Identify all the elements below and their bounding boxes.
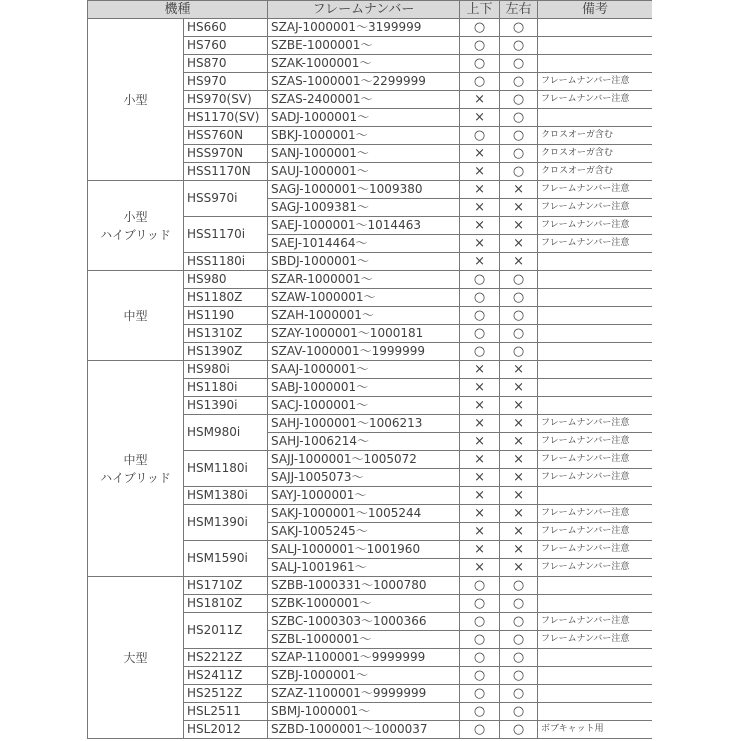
up-down-cell: × xyxy=(460,109,500,127)
up-down-cell: × xyxy=(460,217,500,235)
frame-number-cell: SZBK-1000001～ xyxy=(268,595,460,613)
left-right-cell: × xyxy=(500,217,538,235)
model-cell: HS1390i xyxy=(184,397,268,415)
frame-number-cell: SABJ-1000001～ xyxy=(268,379,460,397)
up-down-cell: ○ xyxy=(460,271,500,289)
left-right-cell: ○ xyxy=(500,73,538,91)
model-cell: HSM1590i xyxy=(184,541,268,577)
note-cell xyxy=(538,379,652,397)
frame-number-cell: SZBJ-1000001～ xyxy=(268,667,460,685)
up-down-cell: × xyxy=(460,505,500,523)
table-row xyxy=(88,19,653,37)
left-right-cell: ○ xyxy=(500,163,538,181)
note-cell: フレームナンバー注意 xyxy=(538,631,652,649)
frame-number-cell: SZAS-2400001～ xyxy=(268,91,460,109)
left-right-cell: ○ xyxy=(500,307,538,325)
table-row xyxy=(88,271,653,289)
group-label xyxy=(88,181,184,271)
model-cell: HS2011Z xyxy=(184,613,268,649)
group-label-line: 小型 xyxy=(123,92,148,107)
header-notes: 備考 xyxy=(538,1,652,19)
note-cell xyxy=(538,397,652,415)
model-cell: HS1190 xyxy=(184,307,268,325)
up-down-cell: × xyxy=(460,541,500,559)
model-cell: HS660 xyxy=(184,19,268,37)
note-cell xyxy=(538,685,652,703)
group-label-line: ハイブリッド xyxy=(100,227,171,242)
note-cell xyxy=(538,37,652,55)
frame-number-cell: SAAJ-1000001～ xyxy=(268,361,460,379)
left-right-cell: ○ xyxy=(500,19,538,37)
left-right-cell: × xyxy=(500,361,538,379)
left-right-cell: ○ xyxy=(500,649,538,667)
note-cell: ボブキャット用 xyxy=(538,721,652,739)
note-cell xyxy=(538,595,652,613)
note-cell xyxy=(538,703,652,721)
note-cell xyxy=(538,343,652,361)
note-cell: クロスオーガ含む xyxy=(538,163,652,181)
model-cell: HS1310Z xyxy=(184,325,268,343)
left-right-cell: × xyxy=(500,523,538,541)
left-right-cell: ○ xyxy=(500,289,538,307)
frame-number-cell: SALJ-1000001～1001960 xyxy=(268,541,460,559)
left-right-cell: ○ xyxy=(500,703,538,721)
up-down-cell: × xyxy=(460,199,500,217)
model-cell: HSM1380i xyxy=(184,487,268,505)
left-right-cell: ○ xyxy=(500,91,538,109)
up-down-cell: × xyxy=(460,469,500,487)
note-cell xyxy=(538,253,652,271)
left-right-cell: ○ xyxy=(500,325,538,343)
header-row xyxy=(88,1,653,19)
model-cell: HS1810Z xyxy=(184,595,268,613)
header-model: 機種 xyxy=(88,1,268,19)
compatibility-table xyxy=(87,0,652,739)
left-right-cell: ○ xyxy=(500,145,538,163)
frame-number-cell: SZAR-1000001～ xyxy=(268,271,460,289)
note-cell xyxy=(538,289,652,307)
up-down-cell: × xyxy=(460,397,500,415)
note-cell: フレームナンバー注意 xyxy=(538,235,652,253)
up-down-cell: × xyxy=(460,361,500,379)
group-label-line: ハイブリッド xyxy=(100,470,171,485)
note-cell xyxy=(538,307,652,325)
up-down-cell: ○ xyxy=(460,73,500,91)
frame-number-cell: SZBE-1000001～ xyxy=(268,37,460,55)
header-left-right: 左右 xyxy=(500,1,538,19)
left-right-cell: ○ xyxy=(500,595,538,613)
frame-number-cell: SZBL-1000001～ xyxy=(268,631,460,649)
frame-number-cell: SAJJ-1005073～ xyxy=(268,469,460,487)
frame-number-cell: SALJ-1001961～ xyxy=(268,559,460,577)
group-label xyxy=(88,361,184,577)
up-down-cell: ○ xyxy=(460,289,500,307)
frame-number-cell: SAEJ-1014464～ xyxy=(268,235,460,253)
group-label-line: 中型 xyxy=(123,452,148,467)
up-down-cell: × xyxy=(460,451,500,469)
left-right-cell: ○ xyxy=(500,631,538,649)
model-cell: HS1710Z xyxy=(184,577,268,595)
model-cell: HSM1390i xyxy=(184,505,268,541)
model-cell: HS980i xyxy=(184,361,268,379)
up-down-cell: ○ xyxy=(460,667,500,685)
frame-number-cell: SZAH-1000001～ xyxy=(268,307,460,325)
frame-number-cell: SANJ-1000001～ xyxy=(268,145,460,163)
frame-number-cell: SACJ-1000001～ xyxy=(268,397,460,415)
frame-number-cell: SZAV-1000001～1999999 xyxy=(268,343,460,361)
model-cell: HS1170(SV) xyxy=(184,109,268,127)
note-cell xyxy=(538,19,652,37)
up-down-cell: ○ xyxy=(460,325,500,343)
left-right-cell: ○ xyxy=(500,271,538,289)
left-right-cell: × xyxy=(500,235,538,253)
frame-number-cell: SAGJ-1009381～ xyxy=(268,199,460,217)
frame-number-cell: SAGJ-1000001～1009380 xyxy=(268,181,460,199)
note-cell: クロスオーガ含む xyxy=(538,145,652,163)
note-cell xyxy=(538,577,652,595)
frame-number-cell: SZAW-1000001～ xyxy=(268,289,460,307)
left-right-cell: ○ xyxy=(500,127,538,145)
model-cell: HS2411Z xyxy=(184,667,268,685)
model-cell: HSL2012 xyxy=(184,721,268,739)
note-cell: フレームナンバー注意 xyxy=(538,469,652,487)
frame-number-cell: SBDJ-1000001～ xyxy=(268,253,460,271)
frame-number-cell: SZAP-1100001～9999999 xyxy=(268,649,460,667)
left-right-cell: ○ xyxy=(500,343,538,361)
up-down-cell: ○ xyxy=(460,37,500,55)
frame-number-cell: SBMJ-1000001～ xyxy=(268,703,460,721)
note-cell xyxy=(538,361,652,379)
up-down-cell: × xyxy=(460,91,500,109)
note-cell: フレームナンバー注意 xyxy=(538,505,652,523)
model-cell: HS870 xyxy=(184,55,268,73)
up-down-cell: ○ xyxy=(460,55,500,73)
model-cell: HSS760N xyxy=(184,127,268,145)
left-right-cell: × xyxy=(500,451,538,469)
model-cell: HSL2511 xyxy=(184,703,268,721)
frame-number-cell: SZAK-1000001～ xyxy=(268,55,460,73)
model-cell: HSS970i xyxy=(184,181,268,217)
model-cell: HSM980i xyxy=(184,415,268,451)
left-right-cell: ○ xyxy=(500,37,538,55)
left-right-cell: ○ xyxy=(500,55,538,73)
note-cell: フレームナンバー注意 xyxy=(538,613,652,631)
model-cell: HSS1170i xyxy=(184,217,268,253)
left-right-cell: ○ xyxy=(500,577,538,595)
frame-number-cell: SZAJ-1000001～3199999 xyxy=(268,19,460,37)
up-down-cell: ○ xyxy=(460,685,500,703)
model-cell: HS1180i xyxy=(184,379,268,397)
frame-number-cell: SAHJ-1000001～1006213 xyxy=(268,415,460,433)
left-right-cell: × xyxy=(500,541,538,559)
frame-number-cell: SAUJ-1000001～ xyxy=(268,163,460,181)
frame-number-cell: SZBB-1000331～1000780 xyxy=(268,577,460,595)
up-down-cell: ○ xyxy=(460,307,500,325)
left-right-cell: × xyxy=(500,379,538,397)
left-right-cell: × xyxy=(500,199,538,217)
up-down-cell: × xyxy=(460,145,500,163)
up-down-cell: × xyxy=(460,487,500,505)
note-cell: フレームナンバー注意 xyxy=(538,181,652,199)
table-body xyxy=(88,19,653,739)
model-cell: HS760 xyxy=(184,37,268,55)
note-cell xyxy=(538,55,652,73)
left-right-cell: × xyxy=(500,559,538,577)
note-cell xyxy=(538,325,652,343)
up-down-cell: × xyxy=(460,235,500,253)
frame-number-cell: SAEJ-1000001～1014463 xyxy=(268,217,460,235)
up-down-cell: ○ xyxy=(460,127,500,145)
note-cell: フレームナンバー注意 xyxy=(538,415,652,433)
group-label xyxy=(88,577,184,739)
model-cell: HSM1180i xyxy=(184,451,268,487)
model-cell: HS1180Z xyxy=(184,289,268,307)
frame-number-cell: SAJJ-1000001～1005072 xyxy=(268,451,460,469)
note-cell: クロスオーガ含む xyxy=(538,127,652,145)
up-down-cell: × xyxy=(460,415,500,433)
left-right-cell: ○ xyxy=(500,685,538,703)
header-frame-number: フレームナンバー xyxy=(268,1,460,19)
compatibility-table-sheet xyxy=(87,0,652,741)
left-right-cell: × xyxy=(500,397,538,415)
note-cell: フレームナンバー注意 xyxy=(538,217,652,235)
up-down-cell: ○ xyxy=(460,649,500,667)
table-row xyxy=(88,181,653,199)
left-right-cell: × xyxy=(500,253,538,271)
note-cell: フレームナンバー注意 xyxy=(538,433,652,451)
table-row xyxy=(88,361,653,379)
header-up-down: 上下 xyxy=(460,1,500,19)
model-cell: HS2212Z xyxy=(184,649,268,667)
model-cell: HSS1180i xyxy=(184,253,268,271)
up-down-cell: × xyxy=(460,181,500,199)
model-cell: HS980 xyxy=(184,271,268,289)
up-down-cell: ○ xyxy=(460,595,500,613)
left-right-cell: × xyxy=(500,433,538,451)
left-right-cell: × xyxy=(500,181,538,199)
table-row xyxy=(88,577,653,595)
note-cell: フレームナンバー注意 xyxy=(538,541,652,559)
left-right-cell: × xyxy=(500,487,538,505)
model-cell: HS970(SV) xyxy=(184,91,268,109)
left-right-cell: ○ xyxy=(500,667,538,685)
left-right-cell: ○ xyxy=(500,721,538,739)
up-down-cell: × xyxy=(460,433,500,451)
up-down-cell: ○ xyxy=(460,613,500,631)
note-cell xyxy=(538,649,652,667)
left-right-cell: × xyxy=(500,469,538,487)
up-down-cell: × xyxy=(460,523,500,541)
note-cell: フレームナンバー注意 xyxy=(538,73,652,91)
up-down-cell: ○ xyxy=(460,721,500,739)
model-cell: HS970 xyxy=(184,73,268,91)
up-down-cell: × xyxy=(460,379,500,397)
left-right-cell: × xyxy=(500,415,538,433)
note-cell xyxy=(538,667,652,685)
frame-number-cell: SADJ-1000001～ xyxy=(268,109,460,127)
note-cell: フレームナンバー注意 xyxy=(538,91,652,109)
up-down-cell: × xyxy=(460,163,500,181)
up-down-cell: ○ xyxy=(460,703,500,721)
frame-number-cell: SAKJ-1005245～ xyxy=(268,523,460,541)
group-label-line: 中型 xyxy=(123,308,148,323)
frame-number-cell: SZAS-1000001～2299999 xyxy=(268,73,460,91)
frame-number-cell: SZAY-1000001～1000181 xyxy=(268,325,460,343)
left-right-cell: ○ xyxy=(500,109,538,127)
group-label-line: 小型 xyxy=(123,209,148,224)
group-label-line: 大型 xyxy=(123,650,148,665)
model-cell: HS2512Z xyxy=(184,685,268,703)
model-cell: HSS1170N xyxy=(184,163,268,181)
up-down-cell: ○ xyxy=(460,631,500,649)
note-cell xyxy=(538,271,652,289)
up-down-cell: × xyxy=(460,253,500,271)
frame-number-cell: SBKJ-1000001～ xyxy=(268,127,460,145)
up-down-cell: ○ xyxy=(460,577,500,595)
model-cell: HSS970N xyxy=(184,145,268,163)
note-cell: フレームナンバー注意 xyxy=(538,523,652,541)
up-down-cell: ○ xyxy=(460,19,500,37)
left-right-cell: × xyxy=(500,505,538,523)
frame-number-cell: SAKJ-1000001～1005244 xyxy=(268,505,460,523)
note-cell: フレームナンバー注意 xyxy=(538,199,652,217)
frame-number-cell: SAYJ-1000001～ xyxy=(268,487,460,505)
note-cell: フレームナンバー注意 xyxy=(538,451,652,469)
note-cell xyxy=(538,109,652,127)
group-label xyxy=(88,19,184,181)
left-right-cell: ○ xyxy=(500,613,538,631)
note-cell xyxy=(538,487,652,505)
up-down-cell: × xyxy=(460,559,500,577)
group-label xyxy=(88,271,184,361)
frame-number-cell: SZAZ-1100001～9999999 xyxy=(268,685,460,703)
frame-number-cell: SZBC-1000303～1000366 xyxy=(268,613,460,631)
up-down-cell: ○ xyxy=(460,343,500,361)
model-cell: HS1390Z xyxy=(184,343,268,361)
frame-number-cell: SZBD-1000001～1000037 xyxy=(268,721,460,739)
frame-number-cell: SAHJ-1006214～ xyxy=(268,433,460,451)
note-cell: フレームナンバー注意 xyxy=(538,559,652,577)
